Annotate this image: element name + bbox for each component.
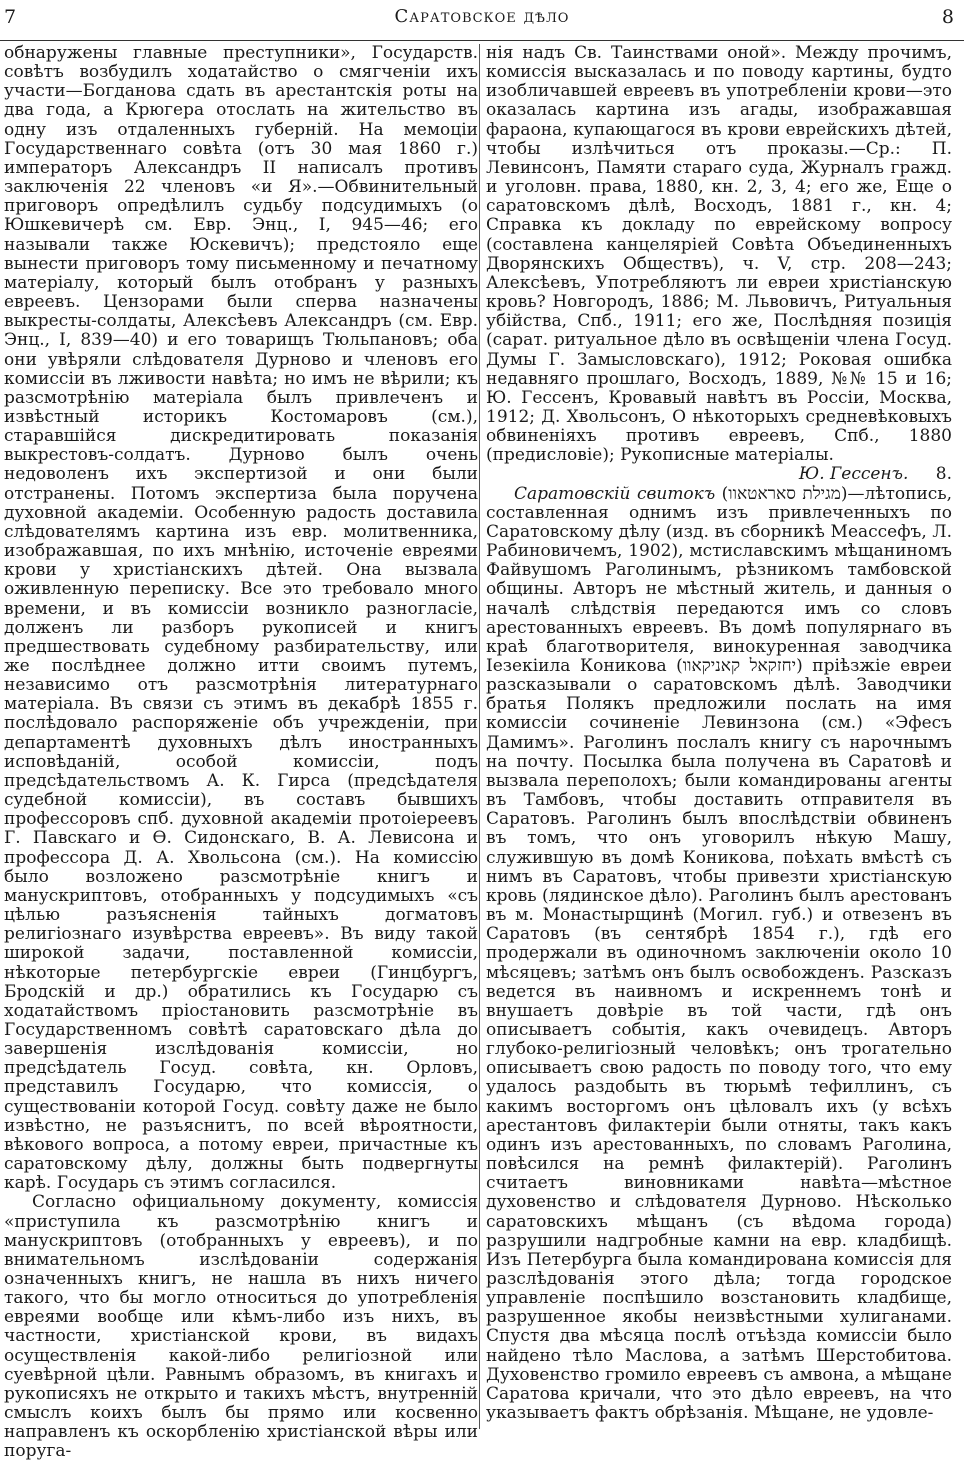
column-divider <box>479 44 480 1429</box>
right-column <box>486 44 952 1429</box>
right-paragraph-2 <box>486 485 952 1424</box>
author-signature-line <box>486 465 952 484</box>
section-mark: 8. <box>935 464 952 485</box>
entry-headword: Саратовскій свитокъ <box>514 483 716 504</box>
author-signature: Ю. Гессенъ. <box>798 464 909 485</box>
entry-body: (מגילת סאראטאוו)—лѣтопись, составленная однимъ изъ привлеченныхъ по Саратовскому дѣлу (изд. въ сборникѣ Меассефъ, Л. Рабиновичемъ, 1902), мстиславскимъ мѣщаниномъ Файвушомъ Раголинымъ, рѣзникомъ тамбовской общины. Авторъ не мѣстный житель, и данныя о началѣ слѣдствія передаются имъ со словъ арестованныхъ евреевъ. Въ домѣ популярнаго въ краѣ благотворителя, винокуренная заводчика Іезекіила Коникова (יחזקאל קאניקאוו) пріѣзжіе евреи разсказывали о саратовскомъ дѣлѣ. Заводчики братья Полякъ предложили послать на имя комиссіи сочиненіе Левинзона (см.) «Эфесъ Дамимъ». Раголинъ послалъ книгу съ нарочнымъ на почту. Посылка была получена въ Саратовѣ и вызвала переполохъ; были командированы агенты въ Тамбовъ, чтобы доставить отправителя въ Саратовъ. Раголинъ былъ впослѣдствіи обвиненъ въ томъ, что онъ уговорилъ нѣкую Машу, служившую въ домѣ Коникова, поѣхать вмѣстѣ съ нимъ въ Саратовъ, чтобы привезти христіанскую кровь (лядинское дѣло). Раголинъ былъ арестованъ въ м. Монастырщинѣ (Могил. губ.) и отвезенъ въ Саратовъ (въ сентябрѣ 1854 г.), гдѣ его продержали въ одиночномъ заключеніи около 10 мѣсяцевъ; затѣмъ онъ былъ освобожденъ. Разсказъ ведется въ наивномъ и искреннемъ тонѣ и внушаетъ довѣріе въ той части, гдѣ онъ описываетъ событія, какъ очевидецъ. Авторъ глубоко-религіозный человѣкъ; онъ трогательно описываетъ свою радость по поводу того, что ему удалось раздобыть въ тюрьмѣ тефиллинъ, съ какимъ восторгомъ онъ цѣловалъ ихъ (у всѣхъ арестантовъ филактеріи были отняты, такъ какъ одинъ изъ арестованныхъ, по словамъ Раголина, повѣсился на ремнѣ филактерій). Раголинъ считаетъ виновниками навѣта—мѣстное духовенство и слѣдователя Дурново. Нѣсколько саратовскихъ мѣщанъ (съ вѣдома города) разрушили надгробные камни на евр. кладбищѣ. Изъ Петербурга была командирована комиссія для разслѣдованія этого дѣла; тогда городское управленіе поспѣшило возстановить кладбище, разрушенное якобы неизвѣстными хулиганами. Спустя два мѣсяца послѣ отъѣзда комиссіи было найдено тѣло Маслова, а затѣмъ Шерстобитова. Духовенство громило евреевъ съ амвона, а мѣщане Саратова кричали, что это дѣло евреевъ, на что указываетъ фактъ обрѣзанія. Мѣщане, не удовле- <box>486 483 953 1424</box>
left-paragraph-1: обнаружены главные преступники», Государств. совѣтъ возбудилъ ходатайство о смягченіи ихъ участи—Богданова сдать въ арестантскія роты на два года, а Крюгера отослать на жительство въ одну изъ отдаленныхъ губерній. На мемоціи Государственнаго совѣта (отъ 30 мая 1860 г.) императоръ Александръ II написалъ противъ заключенія 22 членовъ «и Я».—Обвинительный приговоръ опредѣлилъ судьбу подсудимыхъ (о Юшкевичерѣ см. Евр. Энц., I, 945—46; его называли также Юскевичъ); предстояло еще вынести приговоръ тому письменному и печатному матеріалу, который былъ отобранъ у разныхъ евреевъ. Цензорами были сперва назначены выкресты-солдаты, Алексѣевъ Александръ (см. Евр. Энц., I, 839—40) и его товарищъ Тюльпановъ; оба они увѣряли слѣдователя Дурново и членовъ его комиссіи въ лживости навѣта; но имъ не вѣрили; къ разсмотрѣнію матеріала былъ привлеченъ и извѣстный историкъ Костомаровъ (см.), старавшійся дискредитировать показанія выкрестовъ-солдатъ. Дурново былъ очень недоволенъ ихъ экспертизой и они были отстранены. Потомъ экспертиза была поручена духовной академіи. Особенную радость доставила слѣдователямъ картина изъ евр. молитвенника, изображавшая, по ихъ мнѣнію, источеніе евреями крови у христіанскихъ дѣтей. Она вызвала оживленную переписку. Все это требовало много времени, и въ комиссіи возникло разногласіе, долженъ ли разборъ рукописей и книгъ предшествовать судебному разбирательству, или же послѣднее должно итти своимъ путемъ, независимо отъ разсмотрѣнія литературнаго матеріала. Въ связи съ этимъ въ декабрѣ 1855 г. послѣдовало распоряженіе объ учрежденіи, при департаментѣ духовныхъ дѣлъ иностранныхъ исповѣданій, особой комиссіи, подъ предсѣдательствомъ А. К. Гирса (предсѣдателя судебной комиссіи), въ составъ бывшихъ профессоровъ спб. духовной академіи протоіереевъ Г. Павскаго и Ѳ. Сидонскаго, В. А. Левисона и профессора Д. А. Хвольсона (см.). На комиссію было возложено разсмотрѣніе книгъ и манускриптовъ, отобранныхъ у подсудимыхъ «съ цѣлью разъясненія тайныхъ догматовъ религіознаго изувѣрства евреевъ». Въ виду такой широкой задачи, поставленной комиссіи, нѣкоторые петербургскіе евреи (Гинцбургъ, Бродскій и др.) обратились къ Государю съ ходатайствомъ пріостановить разсмотрѣніе въ Государственномъ совѣтѣ саратовскаго дѣла до завершенія изслѣдованія комиссіи, но предсѣдатель Госуд. совѣта, кн. Орловъ, представилъ Государю, что комиссія, о существованіи которой Госуд. совѣту даже не было извѣстно, не разъяснитъ, по всей вѣроятности, вѣкового вопроса, а потому евреи, причастные къ саратовскому дѣлу, должны быть подвергнуты карѣ. Государь съ этимъ согласился. <box>4 43 478 1194</box>
page-title: Саратовское дѣло <box>394 6 570 27</box>
page-header <box>0 0 964 41</box>
right-paragraph-1: нія надъ Св. Таинствами оной». Между прочимъ, комиссія высказалась и по поводу картины, будто изобличавшей евреевъ въ употребленіи крови—это оказалась картина изъ агады, изображавшая фараона, купающагося въ крови еврейскихъ дѣтей, чтобы излѣчиться отъ проказы.—Ср.: П. Левинсонъ, Памяти стараго суда, Журналъ гражд. и уголовн. права, 1880, кн. 2, 3, 4; его же, Еще о саратовскомъ дѣлѣ, Восходъ, 1881 г., кн. 4; Справка къ докладу по еврейскому вопросу (составлена канцеляріей Совѣта Объединенныхъ Дворянскихъ Обществъ), ч. V, стр. 208—243; Алексѣевъ, Употребляютъ ли евреи христіанскую кровь? Новгородъ, 1886; М. Львовичъ, Ритуальныя убійства, Спб., 1911; его же, Послѣдняя позиція (сарат. ритуальное дѣло въ освѣщеніи члена Госуд. Думы Г. Замысловскаго), 1912; Роковая ошибка недавняго прошлаго, Восходъ, 1889, №№ 15 и 16; Ю. Гессенъ, Кровавый навѣтъ въ Россіи, Москва, 1912; Д. Хвольсонъ, О нѣкоторыхъ средневѣковыхъ обвиненіяхъ противъ евреевъ, Спб., 1880 (предисловіе); Рукописные матеріалы. <box>486 43 952 466</box>
left-paragraph-2: Согласно официальному документу, комиссія «приступила къ разсмотрѣнію книгъ и манускриптовъ (отобранныхъ у евреевъ), и по внимательномъ изслѣдованіи содержанія означенныхъ книгъ, не нашла въ нихъ ничего такого, что бы могло относиться до употребленія евреями вообще или кѣмъ-либо изъ нихъ, въ частности, христіанской крови, въ видахъ осуществленія какой-либо религіозной или суевѣрной цѣли. Равнымъ образомъ, въ книгахъ и рукописяхъ не открыто и такихъ мѣстъ, внутренній смыслъ коихъ былъ бы прямо или косвенно направленъ къ оскорбленію христіанской вѣры или поруга- <box>4 1192 478 1462</box>
page-number-right: 8 <box>941 6 954 28</box>
page-number-left: 7 <box>4 6 17 28</box>
left-column <box>4 43 478 1462</box>
